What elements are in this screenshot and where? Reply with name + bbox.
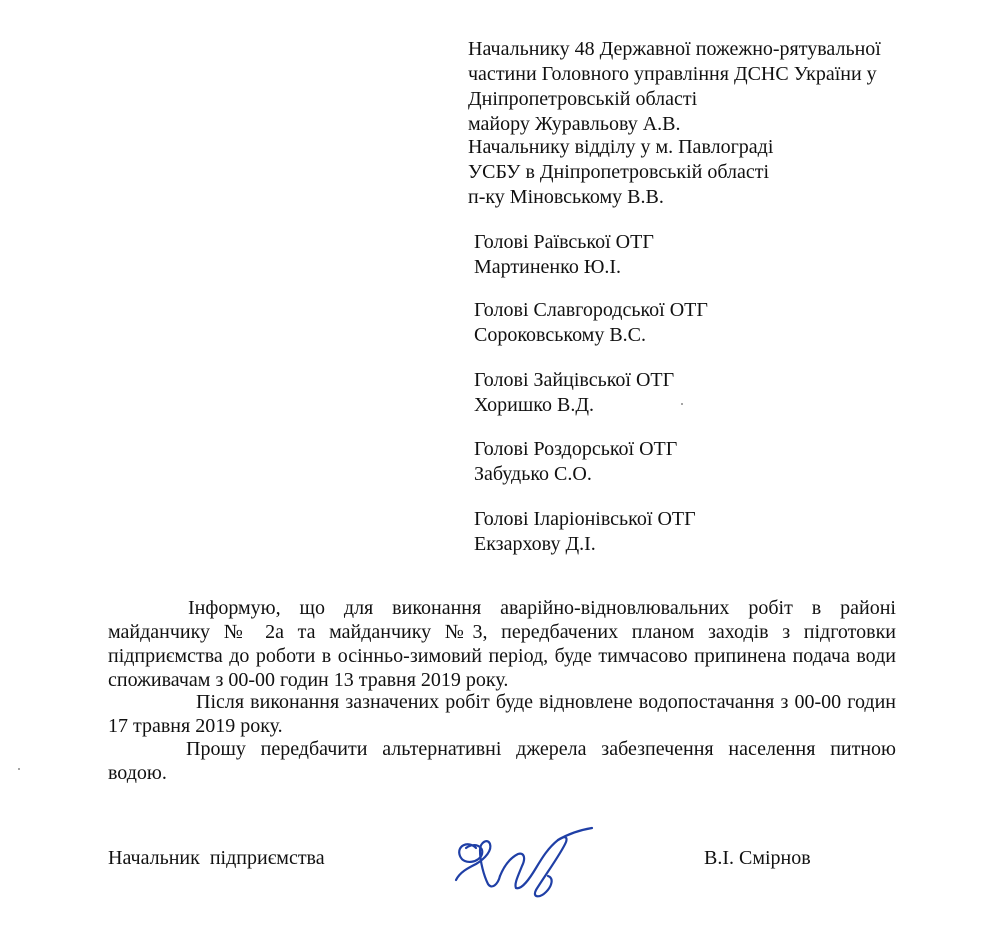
addressee-line: Начальнику 48 Державної пожежно-рятувальної — [468, 38, 881, 60]
addressee-line: Голові Славгородської ОТГ — [474, 299, 708, 321]
addressee-line: Хоришко В.Д. — [474, 394, 594, 416]
body-paragraph: Прошу передбачити альтернативні джерела забезпечення населення питною водою. — [108, 738, 896, 784]
addressee-block — [474, 507, 696, 557]
addressee-line: Голові Роздорської ОТГ — [474, 438, 678, 460]
addressee-line: Забудько С.О. — [474, 463, 592, 485]
addressee-line: Начальнику відділу у м. Павлограді — [468, 136, 774, 158]
addressee-line: Голові Зайцівської ОТГ — [474, 369, 675, 391]
addressee-block — [474, 298, 708, 348]
addressee-line: Сороковському В.С. — [474, 324, 647, 346]
addressee-line: Мартиненко Ю.І. — [474, 256, 622, 278]
addressee-line: Дніпропетровській області — [468, 88, 698, 110]
handwritten-signature — [446, 818, 610, 902]
addressee-block — [468, 37, 881, 137]
scan-speck — [18, 768, 20, 770]
addressee-line: частини Головного управління ДСНС України у — [468, 63, 877, 85]
addressee-block — [474, 230, 654, 280]
body-paragraph: Після виконання зазначених робіт буде відновлене водопостачання з 00-00 годин 17 травня 2019 року. — [108, 691, 896, 737]
body-paragraph: Інформую, що для виконання аварійно-відновлювальних робіт в районі майданчику № 2а та майданчику №3, передбачених планом заходів з підготовки підприємства до роботи в осінньо-зимовий період, буде тимчасово припинена подача води споживачам з 00-00 годин 13 травня 2019 року. — [108, 597, 896, 691]
signatory-position: Начальник підприємства — [108, 847, 325, 869]
addressee-line: майору Журавльову А.В. — [468, 113, 681, 135]
addressee-line: Екзархову Д.І. — [474, 533, 596, 555]
addressee-line: Голові Раївської ОТГ — [474, 231, 654, 253]
signature-strokes — [456, 828, 592, 896]
addressee-line: УСБУ в Дніпропетровській області — [468, 161, 770, 183]
addressee-line: п-ку Міновському В.В. — [468, 186, 664, 208]
addressee-line: Голові Іларіонівської ОТГ — [474, 508, 696, 530]
scan-speck — [681, 403, 683, 405]
addressee-block — [474, 368, 674, 418]
addressee-block — [468, 135, 773, 210]
signatory-name: В.І. Смірнов — [704, 847, 811, 869]
addressee-block — [474, 437, 677, 487]
